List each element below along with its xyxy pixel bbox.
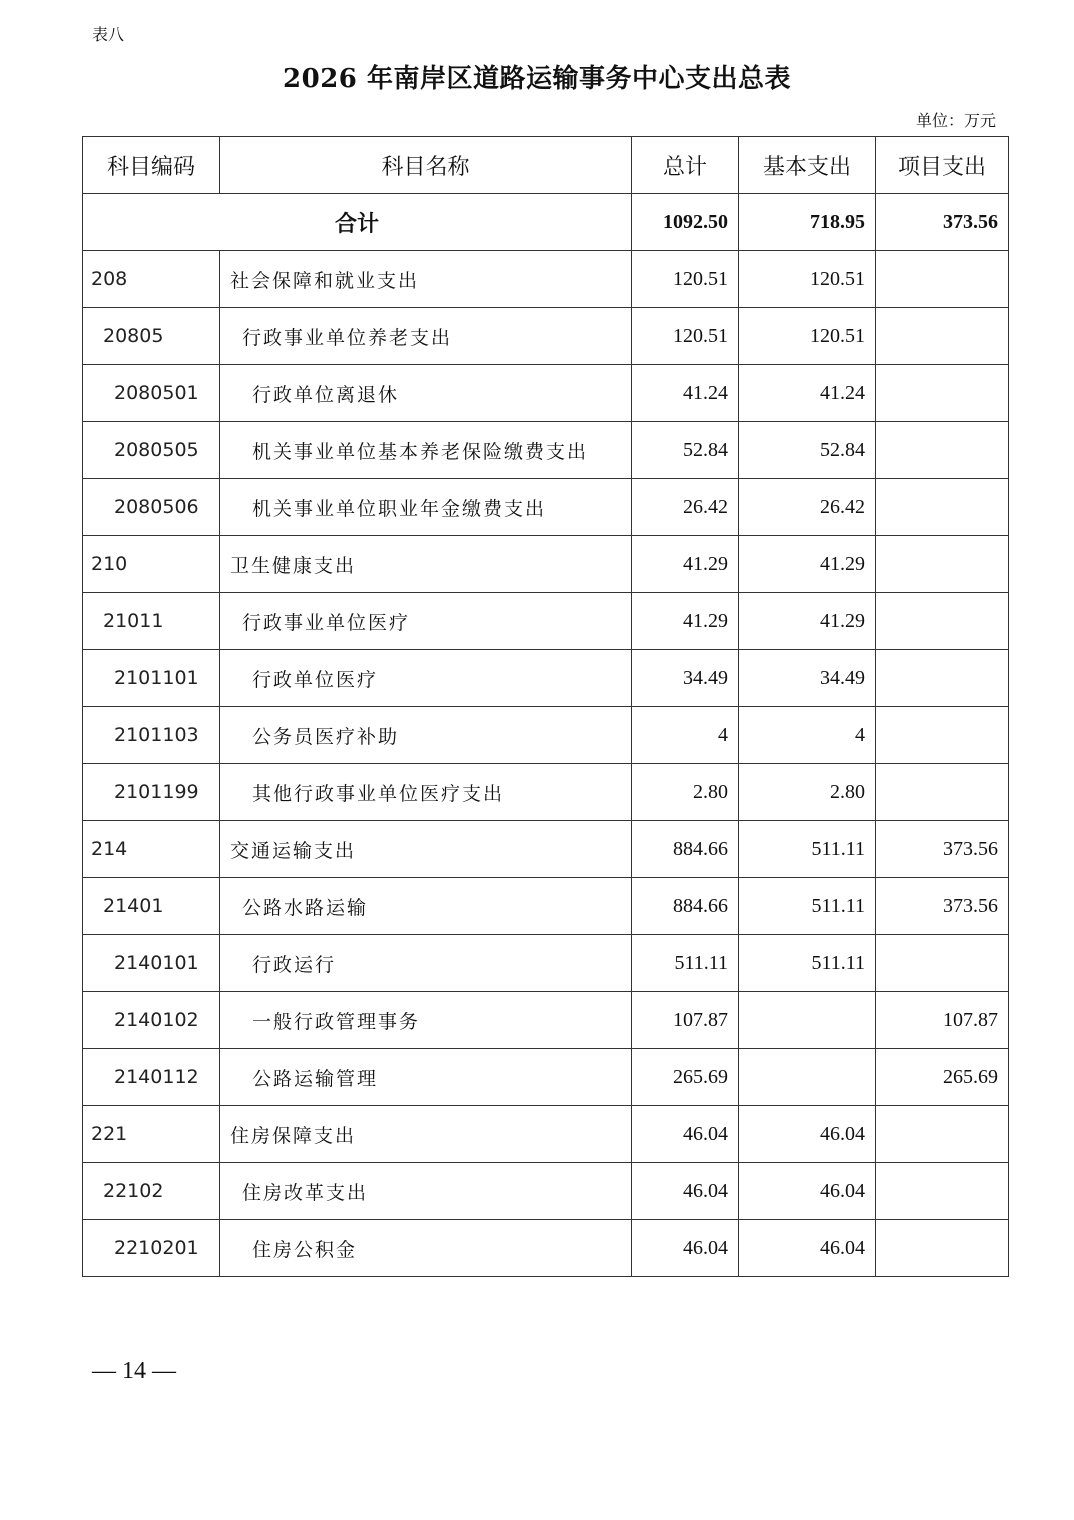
row-basic: 52.84	[739, 422, 876, 479]
row-project	[876, 308, 1009, 365]
page-title: 2026 年南岸区道路运输事务中心支出总表	[283, 64, 791, 94]
row-project	[876, 1106, 1009, 1163]
row-project	[876, 593, 1009, 650]
total-total: 1092.50	[632, 194, 739, 251]
row-total: 46.04	[632, 1220, 739, 1277]
row-basic: 511.11	[739, 935, 876, 992]
row-total: 265.69	[632, 1049, 739, 1106]
row-basic: 41.29	[739, 593, 876, 650]
row-name: 社会保障和就业支出	[220, 251, 632, 308]
total-row	[83, 194, 1009, 251]
row-total: 511.11	[632, 935, 739, 992]
row-basic: 4	[739, 707, 876, 764]
table-row	[83, 878, 1009, 935]
row-code: 2140101	[83, 935, 220, 992]
row-basic: 120.51	[739, 251, 876, 308]
table-label: 表八	[92, 25, 125, 44]
expenditure-table	[82, 136, 1009, 1277]
row-project: 373.56	[876, 878, 1009, 935]
row-total: 2.80	[632, 764, 739, 821]
table-row	[83, 764, 1009, 821]
row-name: 住房改革支出	[220, 1163, 632, 1220]
row-project	[876, 1163, 1009, 1220]
table-row	[83, 935, 1009, 992]
row-code: 22102	[83, 1163, 220, 1220]
row-total: 34.49	[632, 650, 739, 707]
row-name: 住房公积金	[220, 1220, 632, 1277]
table-row	[83, 593, 1009, 650]
row-name: 机关事业单位职业年金缴费支出	[220, 479, 632, 536]
header-code: 科目编码	[83, 137, 220, 194]
row-code: 2080505	[83, 422, 220, 479]
row-name: 行政事业单位养老支出	[220, 308, 632, 365]
table-row	[83, 365, 1009, 422]
row-project: 373.56	[876, 821, 1009, 878]
row-basic: 2.80	[739, 764, 876, 821]
row-total: 46.04	[632, 1106, 739, 1163]
row-code: 21401	[83, 878, 220, 935]
row-name: 机关事业单位基本养老保险缴费支出	[220, 422, 632, 479]
row-total: 41.24	[632, 365, 739, 422]
row-total: 884.66	[632, 821, 739, 878]
row-name: 一般行政管理事务	[220, 992, 632, 1049]
row-code: 2101199	[83, 764, 220, 821]
table-row	[83, 536, 1009, 593]
row-project	[876, 536, 1009, 593]
row-project	[876, 764, 1009, 821]
header-project: 项目支出	[876, 137, 1009, 194]
row-project: 107.87	[876, 992, 1009, 1049]
row-total: 52.84	[632, 422, 739, 479]
row-basic: 46.04	[739, 1220, 876, 1277]
table-row	[83, 251, 1009, 308]
row-name: 行政单位医疗	[220, 650, 632, 707]
row-project: 265.69	[876, 1049, 1009, 1106]
row-basic	[739, 992, 876, 1049]
row-basic: 120.51	[739, 308, 876, 365]
row-basic: 511.11	[739, 878, 876, 935]
row-project	[876, 251, 1009, 308]
row-name: 其他行政事业单位医疗支出	[220, 764, 632, 821]
row-project	[876, 707, 1009, 764]
row-name: 公务员医疗补助	[220, 707, 632, 764]
row-code: 208	[83, 251, 220, 308]
row-name: 公路水路运输	[220, 878, 632, 935]
table-row	[83, 707, 1009, 764]
table-row	[83, 1163, 1009, 1220]
row-code: 2080501	[83, 365, 220, 422]
total-basic: 718.95	[739, 194, 876, 251]
row-project	[876, 422, 1009, 479]
row-code: 2140102	[83, 992, 220, 1049]
page-number: — 14 —	[92, 1358, 176, 1384]
row-code: 210	[83, 536, 220, 593]
row-name: 交通运输支出	[220, 821, 632, 878]
row-name: 行政单位离退休	[220, 365, 632, 422]
row-name: 行政运行	[220, 935, 632, 992]
row-name: 行政事业单位医疗	[220, 593, 632, 650]
row-basic: 34.49	[739, 650, 876, 707]
header-total: 总计	[632, 137, 739, 194]
row-project	[876, 1220, 1009, 1277]
row-code: 2101103	[83, 707, 220, 764]
row-basic: 41.24	[739, 365, 876, 422]
row-project	[876, 365, 1009, 422]
row-code: 214	[83, 821, 220, 878]
row-project	[876, 650, 1009, 707]
total-label: 合计	[83, 194, 632, 251]
row-total: 46.04	[632, 1163, 739, 1220]
header-name: 科目名称	[220, 137, 632, 194]
unit-label: 单位：万元	[915, 111, 996, 130]
table-row	[83, 650, 1009, 707]
row-total: 41.29	[632, 536, 739, 593]
table-row	[83, 308, 1009, 365]
table-row	[83, 1220, 1009, 1277]
row-name: 卫生健康支出	[220, 536, 632, 593]
row-project	[876, 935, 1009, 992]
row-basic: 511.11	[739, 821, 876, 878]
total-project: 373.56	[876, 194, 1009, 251]
row-basic: 46.04	[739, 1163, 876, 1220]
row-total: 107.87	[632, 992, 739, 1049]
table-row	[83, 1049, 1009, 1106]
row-total: 120.51	[632, 308, 739, 365]
row-total: 120.51	[632, 251, 739, 308]
row-code: 221	[83, 1106, 220, 1163]
table-row	[83, 821, 1009, 878]
row-basic: 26.42	[739, 479, 876, 536]
row-name: 公路运输管理	[220, 1049, 632, 1106]
row-total: 26.42	[632, 479, 739, 536]
row-code: 2210201	[83, 1220, 220, 1277]
row-project	[876, 479, 1009, 536]
row-total: 884.66	[632, 878, 739, 935]
row-basic	[739, 1049, 876, 1106]
row-name: 住房保障支出	[220, 1106, 632, 1163]
row-basic: 41.29	[739, 536, 876, 593]
row-basic: 46.04	[739, 1106, 876, 1163]
row-code: 2140112	[83, 1049, 220, 1106]
header-basic: 基本支出	[739, 137, 876, 194]
table-row	[83, 422, 1009, 479]
row-code: 2080506	[83, 479, 220, 536]
row-total: 4	[632, 707, 739, 764]
table-row	[83, 1106, 1009, 1163]
table-row	[83, 479, 1009, 536]
row-code: 2101101	[83, 650, 220, 707]
row-code: 20805	[83, 308, 220, 365]
header-row	[83, 137, 1009, 194]
row-code: 21011	[83, 593, 220, 650]
table-row	[83, 992, 1009, 1049]
row-total: 41.29	[632, 593, 739, 650]
